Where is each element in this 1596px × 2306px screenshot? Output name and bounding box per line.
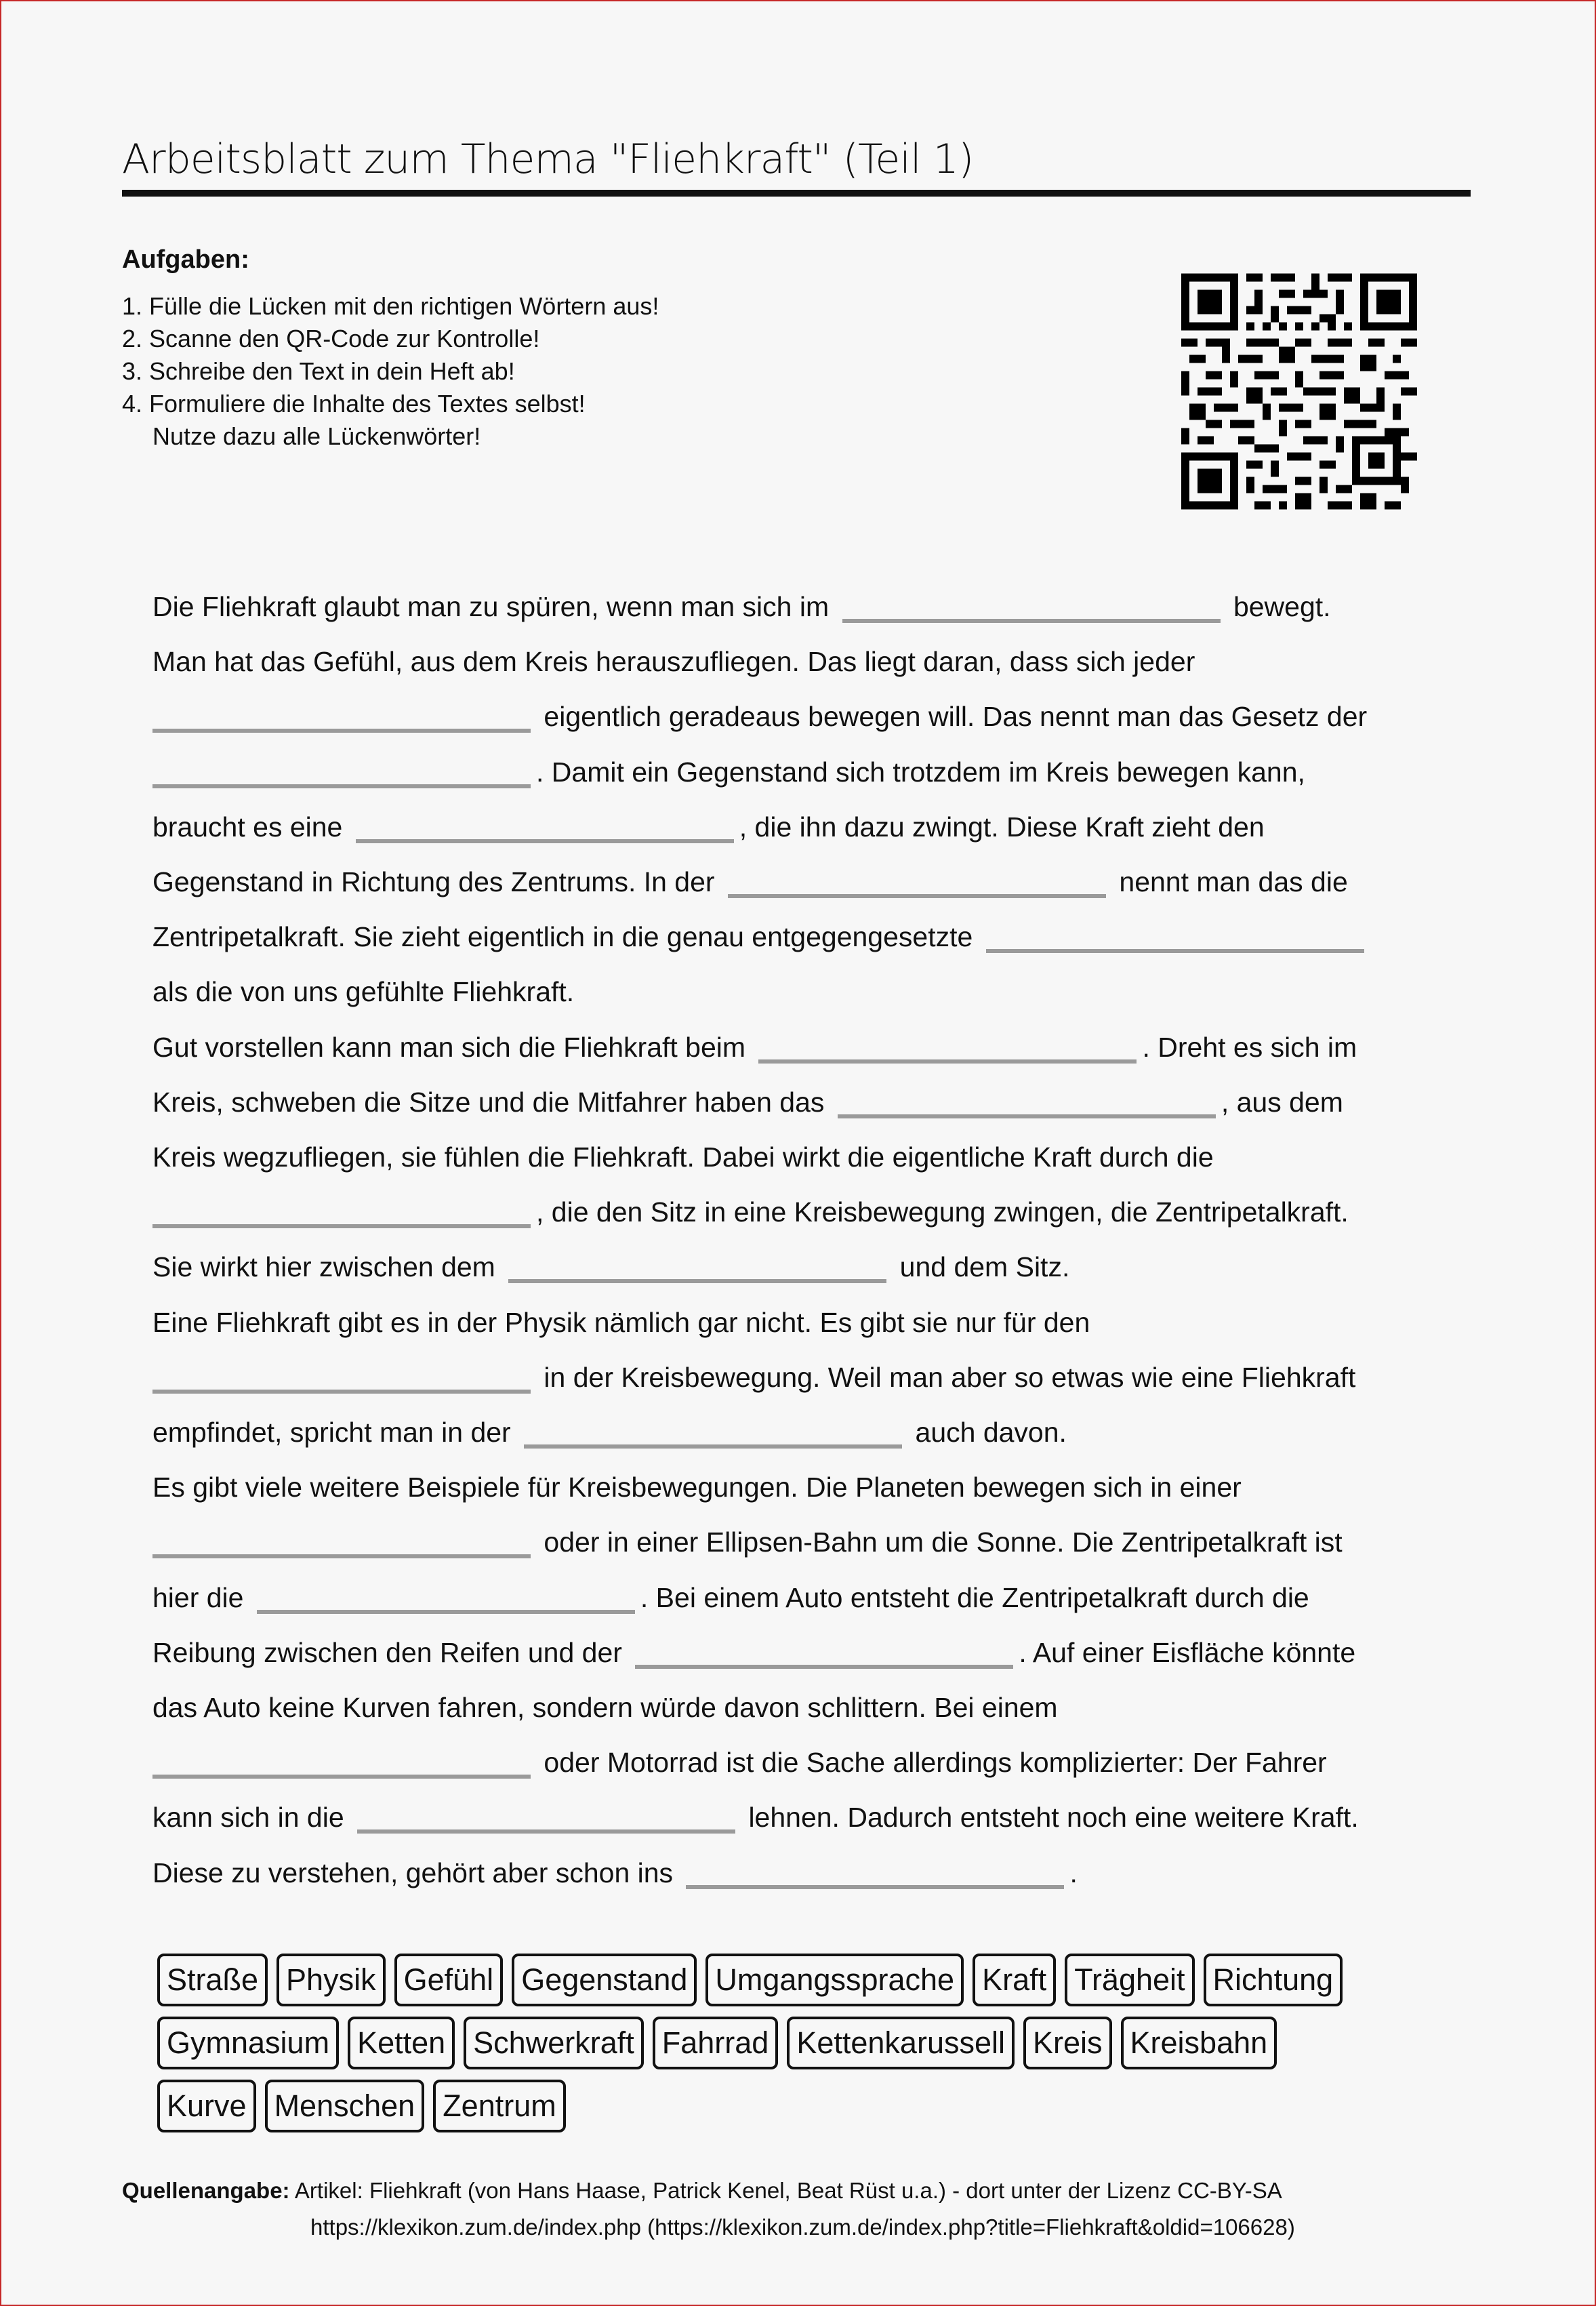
tasks-heading: Aufgaben:	[122, 245, 249, 274]
word-chip[interactable]: Zentrum	[433, 2080, 566, 2132]
source-attribution	[122, 2172, 1295, 2246]
blank-field[interactable]	[686, 1884, 1064, 1889]
text-segment: Gut vorstellen kann man sich die Fliehkraft beim	[152, 1031, 746, 1063]
word-bank-row	[157, 1954, 1458, 2006]
text-segment: bewegt.	[1233, 591, 1331, 622]
source-label: Quellenangabe:	[122, 2178, 290, 2203]
text-segment: Eine Fliehkraft gibt es in der Physik nämlich gar nicht. Es gibt sie nur für den	[152, 1306, 1090, 1338]
blank-field[interactable]	[838, 1113, 1216, 1118]
text-segment: braucht es eine	[152, 811, 343, 843]
text-segment: Man hat das Gefühl, aus dem Kreis herauszufliegen. Das liegt daran, dass sich jeder	[152, 646, 1195, 678]
blank-field[interactable]	[357, 1828, 735, 1834]
text-segment: Die Fliehkraft glaubt man zu spüren, wenn man sich im	[152, 591, 830, 622]
blank-field[interactable]	[986, 948, 1364, 953]
word-bank-row	[157, 2017, 1458, 2069]
text-segment: Reibung zwischen den Reifen und der	[152, 1636, 622, 1668]
blank-field[interactable]	[758, 1058, 1137, 1064]
text-segment: empfindet, spricht man in der	[152, 1417, 511, 1449]
blank-field[interactable]	[728, 893, 1106, 898]
word-chip[interactable]: Umgangssprache	[705, 1954, 964, 2006]
blank-field[interactable]	[152, 1388, 531, 1394]
text-segment: lehnen. Dadurch entsteht noch eine weitere Kraft.	[748, 1802, 1359, 1834]
cloze-text	[152, 580, 1454, 1901]
text-segment: eigentlich geradeaus bewegen will. Das nennt man das Gesetz der	[544, 701, 1368, 733]
text-segment: Es gibt viele weitere Beispiele für Kreisbewegungen. Die Planeten bewegen sich in einer	[152, 1472, 1242, 1503]
word-chip[interactable]: Ketten	[348, 2017, 455, 2069]
task-item: 3. Schreibe den Text in dein Heft ab!	[122, 357, 515, 385]
text-segment: . Dreht es sich im	[1142, 1031, 1357, 1063]
text-segment: und dem Sitz.	[899, 1251, 1070, 1283]
text-segment: . Damit ein Gegenstand sich trotzdem im Kreis bewegen kann,	[536, 756, 1305, 788]
blank-field[interactable]	[508, 1278, 886, 1283]
text-segment: Kreis, schweben die Sitze und die Mitfahrer haben das	[152, 1086, 825, 1118]
title-underline	[122, 190, 1471, 197]
word-chip[interactable]: Kurve	[157, 2080, 256, 2132]
text-segment: als die von uns gefühlte Fliehkraft.	[152, 976, 575, 1008]
text-segment: auch davon.	[915, 1417, 1067, 1449]
text-segment: Zentripetalkraft. Sie zieht eigentlich in die genau entgegengesetzte	[152, 921, 973, 953]
page-title: Arbeitsblatt zum Thema "Fliehkraft" (Teil 1)	[122, 136, 974, 183]
source-line-2[interactable]: https://klexikon.zum.de/index.php (https://klexikon.zum.de/index.php?title=Fliehkraft&oldid=106628)	[310, 2214, 1295, 2240]
text-segment: das Auto keine Kurven fahren, sondern würde davon schlittern. Bei einem	[152, 1692, 1058, 1724]
word-chip[interactable]: Fahrrad	[653, 2017, 779, 2069]
word-chip[interactable]: Trägheit	[1065, 1954, 1194, 2006]
text-segment: . Auf einer Eisfläche könnte	[1019, 1636, 1356, 1668]
text-segment: Sie wirkt hier zwischen dem	[152, 1251, 495, 1283]
word-chip[interactable]: Gefühl	[394, 1954, 504, 2006]
word-chip[interactable]: Richtung	[1204, 1954, 1343, 2006]
blank-field[interactable]	[152, 1773, 531, 1779]
tasks-list	[122, 290, 659, 453]
text-segment: .	[1069, 1857, 1078, 1888]
blank-field[interactable]	[152, 1553, 531, 1558]
task-item: Nutze dazu alle Lückenwörter!	[152, 422, 481, 450]
blank-field[interactable]	[152, 1223, 531, 1228]
word-chip[interactable]: Straße	[157, 1954, 268, 2006]
text-segment: . Bei einem Auto entsteht die Zentripetalkraft durch die	[640, 1581, 1309, 1613]
word-chip[interactable]: Menschen	[265, 2080, 425, 2132]
source-line-1: Artikel: Fliehkraft (von Hans Haase, Patrick Kenel, Beat Rüst u.a.) - dort unter der Lizenz CC-BY-SA	[294, 2178, 1282, 2203]
task-item: 4. Formuliere die Inhalte des Textes selbst!	[122, 390, 586, 418]
task-item: 2. Scanne den QR-Code zur Kontrolle!	[122, 325, 540, 352]
blank-field[interactable]	[524, 1443, 902, 1449]
blank-field[interactable]	[356, 838, 734, 843]
word-bank	[157, 1954, 1458, 2132]
text-segment: , aus dem	[1221, 1086, 1343, 1118]
text-segment: hier die	[152, 1581, 244, 1613]
text-segment: Kreis wegzufliegen, sie fühlen die Fliehkraft. Dabei wirkt die eigentliche Kraft durch die	[152, 1141, 1214, 1173]
word-chip[interactable]: Gegenstand	[512, 1954, 697, 2006]
text-segment: in der Kreisbewegung. Weil man aber so etwas wie eine Fliehkraft	[544, 1361, 1356, 1393]
word-chip[interactable]: Kraft	[973, 1954, 1056, 2006]
word-chip[interactable]: Kettenkarussell	[787, 2017, 1015, 2069]
blank-field[interactable]	[842, 618, 1221, 623]
task-item: 1. Fülle die Lücken mit den richtigen Wörtern aus!	[122, 292, 659, 320]
word-chip[interactable]: Physik	[277, 1954, 386, 2006]
word-bank-row	[157, 2080, 1458, 2132]
word-chip[interactable]: Kreisbahn	[1121, 2017, 1277, 2069]
text-segment: oder in einer Ellipsen-Bahn um die Sonne. Die Zentripetalkraft ist	[544, 1526, 1343, 1558]
word-chip[interactable]: Gymnasium	[157, 2017, 339, 2069]
text-segment: , die den Sitz in eine Kreisbewegung zwingen, die Zentripetalkraft.	[536, 1196, 1349, 1228]
text-segment: oder Motorrad ist die Sache allerdings komplizierter: Der Fahrer	[544, 1747, 1327, 1779]
blank-field[interactable]	[635, 1663, 1013, 1669]
word-chip[interactable]: Schwerkraft	[464, 2017, 644, 2069]
blank-field[interactable]	[257, 1609, 635, 1614]
blank-field[interactable]	[152, 783, 531, 788]
qr-code-icon	[1181, 271, 1417, 512]
text-segment: Diese zu verstehen, gehört aber schon ins	[152, 1857, 674, 1888]
text-segment: Gegenstand in Richtung des Zentrums. In der	[152, 866, 715, 898]
text-segment: , die ihn dazu zwingt. Diese Kraft zieht den	[739, 811, 1265, 843]
text-segment: kann sich in die	[152, 1802, 344, 1834]
blank-field[interactable]	[152, 727, 531, 733]
word-chip[interactable]: Kreis	[1023, 2017, 1112, 2069]
text-segment: nennt man das die	[1119, 866, 1348, 898]
